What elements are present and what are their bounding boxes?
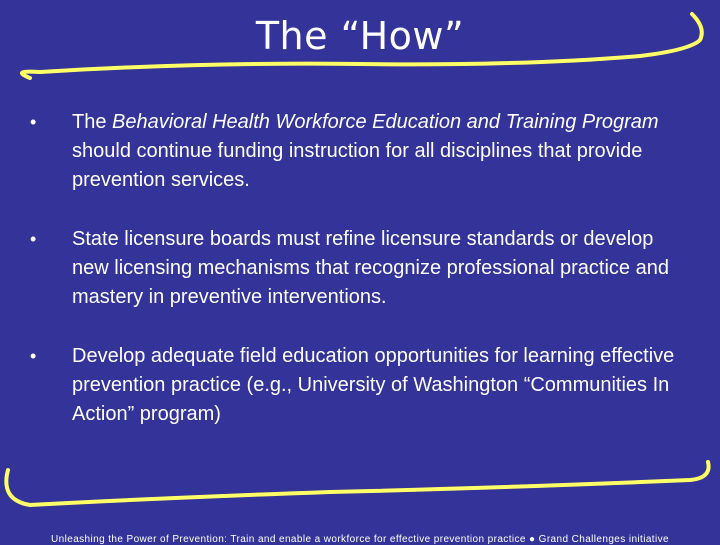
- bullet-item: [30, 108, 690, 195]
- slide-footer: Unleashing the Power of Prevention: Train and enable a workforce for effective prevention practice ● Grand Challenges initiative: [51, 534, 669, 545]
- bullet-text: State licensure boards must refine licensure standards or develop new licensing mechanisms that recognize professional practice and mastery in preventive interventions.: [72, 228, 669, 308]
- bullet-text: Develop adequate field education opportunities for learning effective prevention practice (e.g., University of Washington “Communities In Action” program): [72, 345, 675, 425]
- bullet-marker: •: [30, 346, 37, 366]
- bullet-marker: •: [30, 229, 37, 249]
- bullet-marker: •: [30, 112, 37, 132]
- bottom-squiggle-line: [6, 462, 708, 505]
- bullet-text: should continue funding instruction for all disciplines that provide prevention services.: [72, 140, 643, 191]
- bullet-item: [30, 225, 690, 312]
- bullet-item: [30, 342, 690, 429]
- bullet-text-prefix: The: [72, 111, 113, 133]
- bullet-list: [30, 108, 690, 429]
- bullet-text-italic: Behavioral Health Workforce Education and Training Program: [112, 111, 659, 133]
- slide-title: The “How”: [255, 14, 465, 58]
